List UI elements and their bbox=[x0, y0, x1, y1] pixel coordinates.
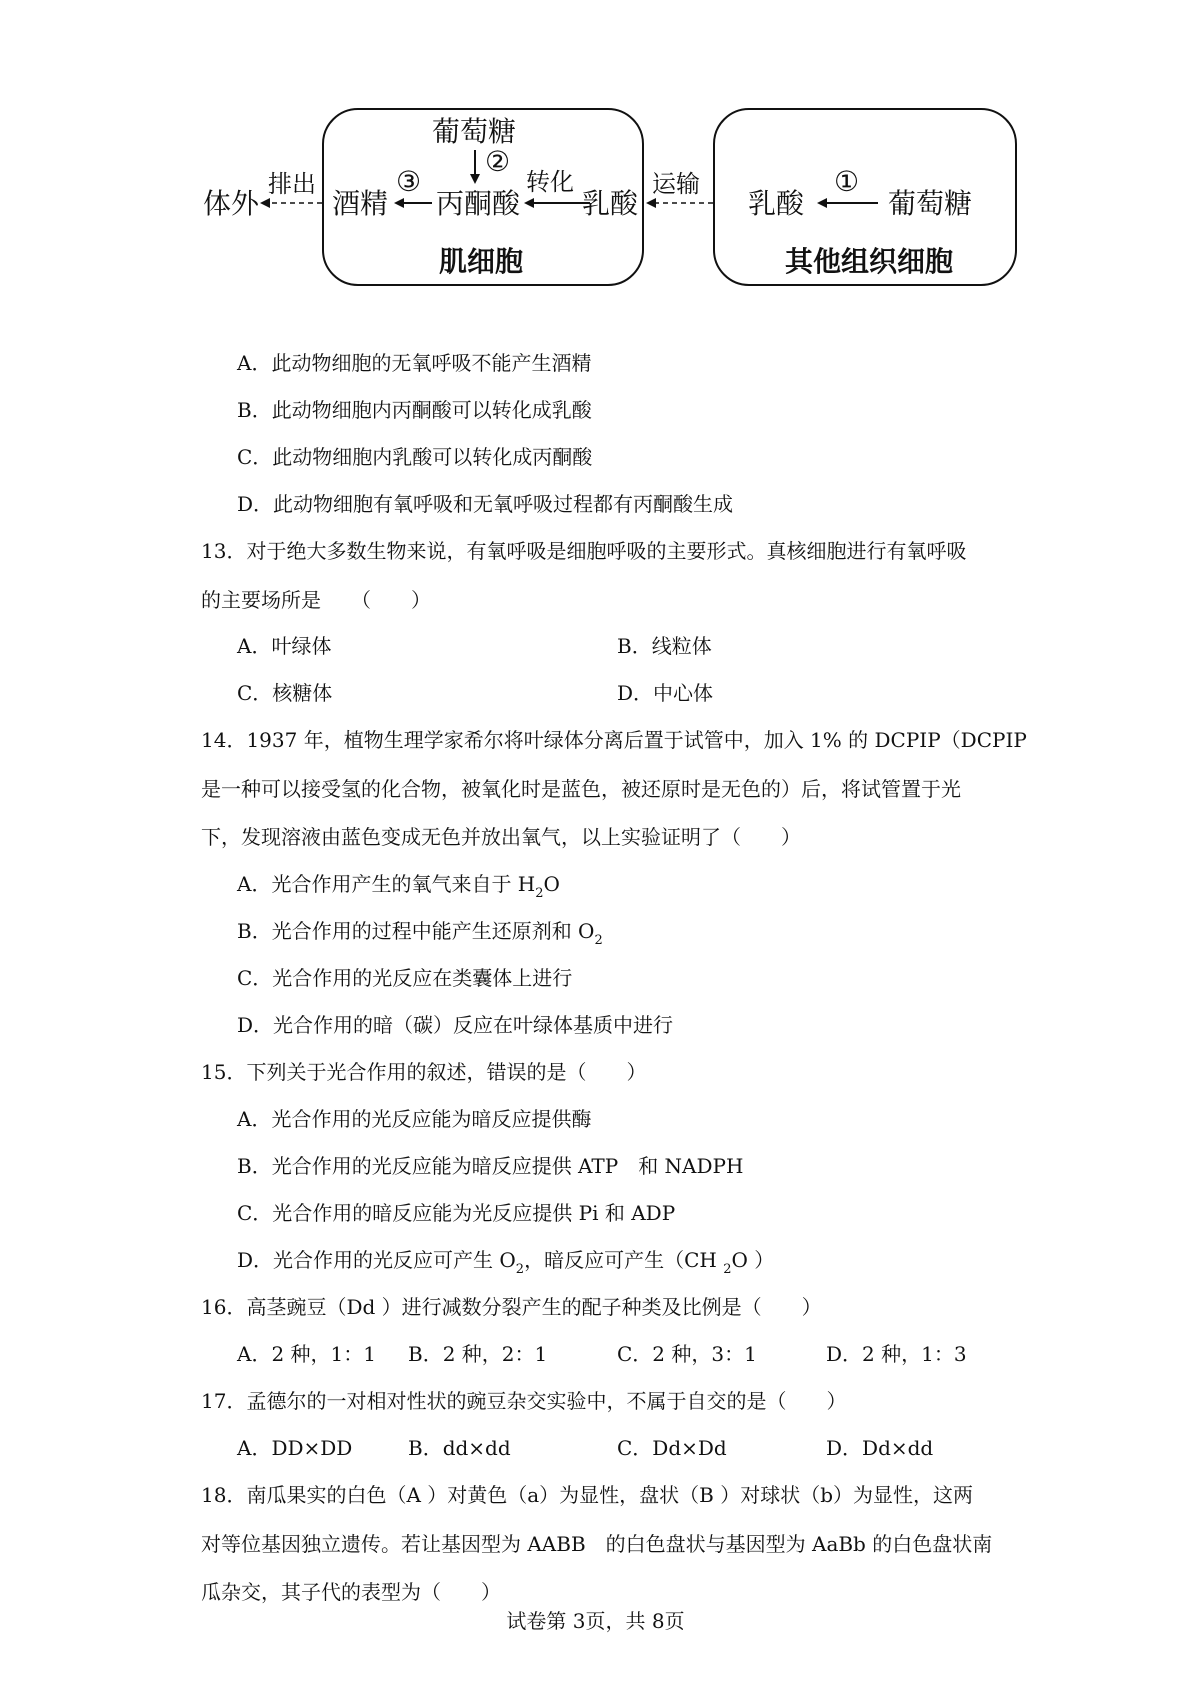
q17-stem: 17．孟德尔的一对相对性状的豌豆杂交实验中，不属于自交的是（ ） bbox=[201, 1389, 847, 1413]
q16-option-d: D．2 种，1：3 bbox=[826, 1342, 967, 1366]
q12-option-d: D．此动物细胞有氧呼吸和无氧呼吸过程都有丙酮酸生成 bbox=[237, 492, 734, 516]
q16-option-a: A．2 种，1：1 bbox=[237, 1342, 376, 1366]
diagram-arrows bbox=[0, 0, 1191, 300]
q13-stem-line2: 的主要场所是 （ ） bbox=[201, 588, 431, 612]
respiration-diagram bbox=[0, 0, 1191, 300]
q17-option-c: C．Dd×Dd bbox=[617, 1436, 727, 1460]
step-3-marker: ③ bbox=[396, 165, 422, 198]
q18-stem-line3: 瓜杂交，其子代的表型为（ ） bbox=[201, 1580, 501, 1604]
q17-option-a: A．DD×DD bbox=[237, 1436, 353, 1460]
q17-option-b: B．dd×dd bbox=[408, 1436, 511, 1460]
q15-option-c: C．光合作用的暗反应能为光反应提供 Pi 和 ADP bbox=[237, 1201, 676, 1225]
q12-option-b: B．此动物细胞内丙酮酸可以转化成乳酸 bbox=[237, 398, 592, 422]
q13-stem-line1: 13．对于绝大多数生物来说，有氧呼吸是细胞呼吸的主要形式。真核细胞进行有氧呼吸 bbox=[201, 539, 967, 563]
excrete-label: 排出 bbox=[268, 170, 316, 198]
other-tissue-cell-label: 其他组织细胞 bbox=[785, 245, 954, 278]
step-1-marker: ① bbox=[834, 165, 860, 198]
lactate-label-other: 乳酸 bbox=[748, 187, 805, 220]
q14-option-a: A．光合作用产生的氧气来自于 $H_2O$ bbox=[237, 872, 560, 901]
q16-option-c: C．2 种，3：1 bbox=[617, 1342, 757, 1366]
q13-option-c: C．核糖体 bbox=[237, 681, 333, 705]
page-footer: 试卷第 3页，共 8页 bbox=[506, 1609, 685, 1633]
q15-stem: 15．下列关于光合作用的叙述，错误的是（ ） bbox=[201, 1060, 647, 1084]
q16-option-b: B．2 种，2：1 bbox=[408, 1342, 548, 1366]
q14-option-d: D．光合作用的暗（碳）反应在叶绿体基质中进行 bbox=[237, 1013, 674, 1037]
convert-label: 转化 bbox=[526, 168, 574, 196]
alcohol-label: 酒精 bbox=[332, 187, 389, 220]
q14-option-b: B．光合作用的过程中能产生还原剂和 $O_2$ bbox=[237, 919, 603, 948]
q15-option-b: B．光合作用的光反应能为暗反应提供 ATP 和 NADPH bbox=[237, 1154, 744, 1178]
q16-stem: 16．高茎豌豆（Dd ）进行减数分裂产生的配子种类及比例是（ ） bbox=[201, 1295, 822, 1319]
q13-option-a: A．叶绿体 bbox=[237, 634, 332, 658]
q14-stem-line3: 下，发现溶液由蓝色变成无色并放出氧气，以上实验证明了（ ） bbox=[201, 825, 801, 849]
q14-stem-line1: 14．1937 年，植物生理学家希尔将叶绿体分离后置于试管中，加入 1% 的 DCPIP（DCPIP bbox=[201, 728, 1027, 752]
q14-stem-line2: 是一种可以接受氢的化合物，被氧化时是蓝色，被还原时是无色的）后，将试管置于光 bbox=[201, 777, 961, 801]
q18-stem-line2: 对等位基因独立遗传。若让基因型为 AABB 的白色盘状与基因型为 AaBb 的白色盘状南 bbox=[201, 1532, 993, 1556]
q12-option-c: C．此动物细胞内乳酸可以转化成丙酮酸 bbox=[237, 445, 593, 469]
q15-option-a: A．光合作用的光反应能为暗反应提供酶 bbox=[237, 1107, 592, 1131]
step-2-marker: ② bbox=[485, 145, 511, 178]
outside-label: 体外 bbox=[203, 187, 260, 220]
q13-option-b: B．线粒体 bbox=[617, 634, 712, 658]
q18-stem-line1: 18．南瓜果实的白色（A ）对黄色（a）为显性，盘状（B ）对球状（b）为显性，这两 bbox=[201, 1483, 974, 1507]
q17-option-d: D．Dd×dd bbox=[826, 1436, 934, 1460]
q14-option-c: C．光合作用的光反应在类囊体上进行 bbox=[237, 966, 573, 990]
pyruvate-label: 丙酮酸 bbox=[436, 187, 521, 220]
q12-option-a: A．此动物细胞的无氧呼吸不能产生酒精 bbox=[237, 351, 592, 375]
transport-label: 运输 bbox=[652, 170, 700, 198]
muscle-cell-label: 肌细胞 bbox=[439, 245, 524, 278]
lactate-label-muscle: 乳酸 bbox=[582, 187, 639, 220]
glucose-label-top: 葡萄糖 bbox=[432, 115, 517, 148]
q13-option-d: D．中心体 bbox=[617, 681, 714, 705]
glucose-label-other: 葡萄糖 bbox=[888, 187, 973, 220]
q15-option-d: D．光合作用的光反应可产生 $O_2$，暗反应可产生（CH $_2$O ） bbox=[237, 1248, 775, 1277]
